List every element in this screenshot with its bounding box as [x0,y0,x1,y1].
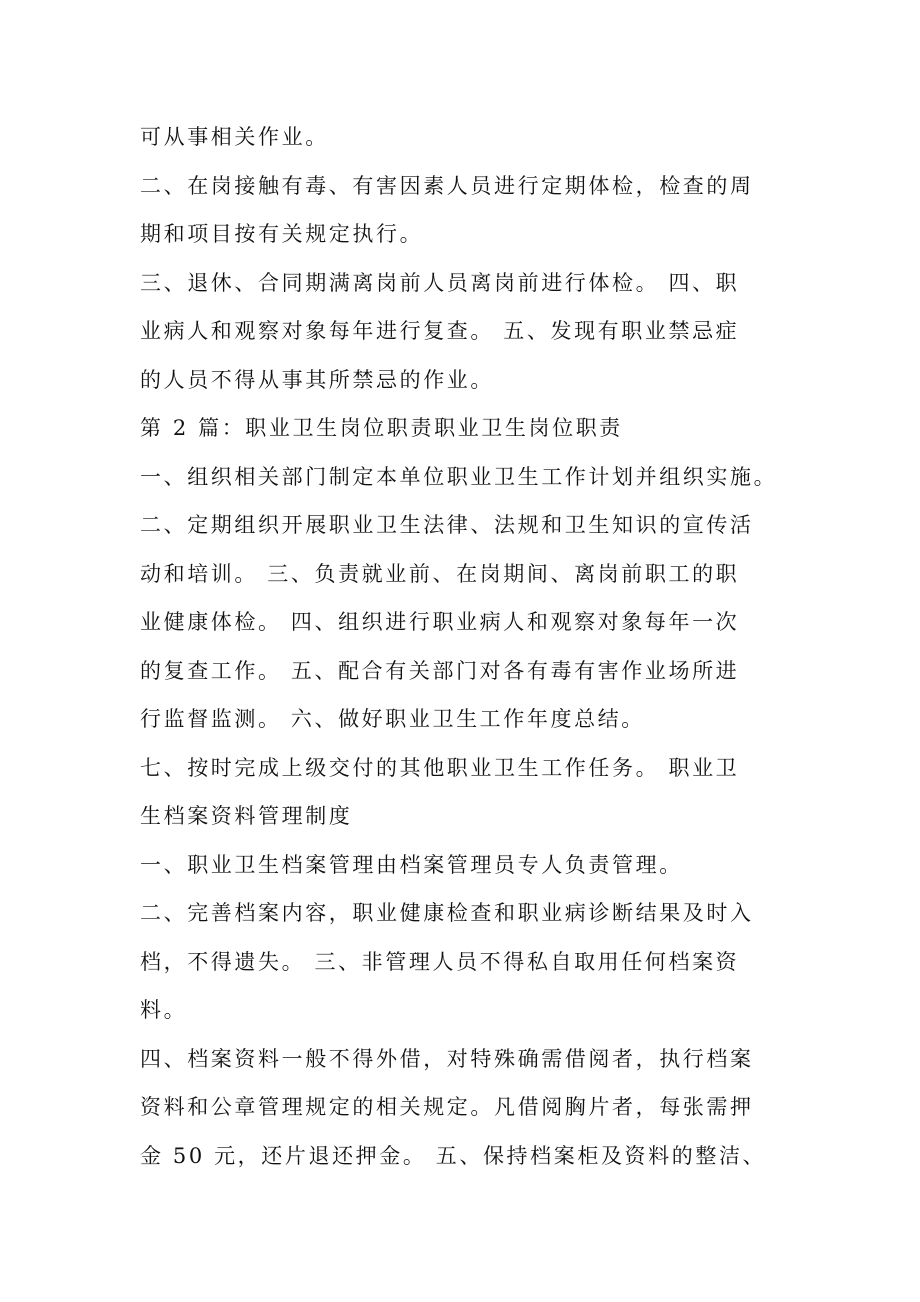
text-line: 二、完善档案内容，职业健康检查和职业病诊断结果及时入 [140,901,754,925]
section-heading: 第 2 篇：职业卫生岗位职责职业卫生岗位职责 [140,416,623,440]
document-body [140,113,800,1180]
text-line: 行监督监测。 六、做好职业卫生工作年度总结。 [140,707,645,731]
text-line: 一、职业卫生档案管理由档案管理员专人负责管理。 [140,852,683,877]
text-line: 可从事相关作业。 [140,125,329,149]
text-line: 资料和公章管理规定的相关规定。凡借阅胸片者，每张需押 [140,1095,754,1119]
text-line: 生档案资料管理制度 [140,804,353,828]
text-line: 二、定期组织开展职业卫生法律、法规和卫生知识的宣传活 [140,513,754,537]
text-line: 业健康体检。 四、组织进行职业病人和观察对象每年一次 [140,610,740,634]
text-line: 期和项目按有关规定执行。 [140,222,424,246]
text-line: 动和培训。 三、负责就业前、在岗期间、离岗前职工的职 [140,561,740,586]
text-line: 档，不得遗失。 三、非管理人员不得私自取用任何档案资 [140,949,740,974]
text-line: 四、档案资料一般不得外借，对特殊确需借阅者，执行档案 [140,1046,754,1071]
text-line: 的人员不得从事其所禁忌的作业。 [140,367,494,392]
text-line: 的复查工作。 五、配合有关部门对各有毒有害作业场所进 [140,658,740,683]
text-line: 业病人和观察对象每年进行复查。 五、发现有职业禁忌症 [140,319,740,343]
text-line: 料。 [140,998,188,1022]
text-line: 金 50 元，还片退还押金。 五、保持档案柜及资料的整洁、 [140,1143,767,1168]
text-line: 七、按时完成上级交付的其他职业卫生工作任务。 职业卫 [140,755,740,780]
text-line: 三、退休、合同期满离岗前人员离岗前进行体检。 四、职 [140,270,740,295]
text-line: 一、组织相关部门制定本单位职业卫生工作计划并组织实施。 [140,464,778,489]
text-line: 二、在岗接触有毒、有害因素人员进行定期体检，检查的周 [140,173,754,198]
